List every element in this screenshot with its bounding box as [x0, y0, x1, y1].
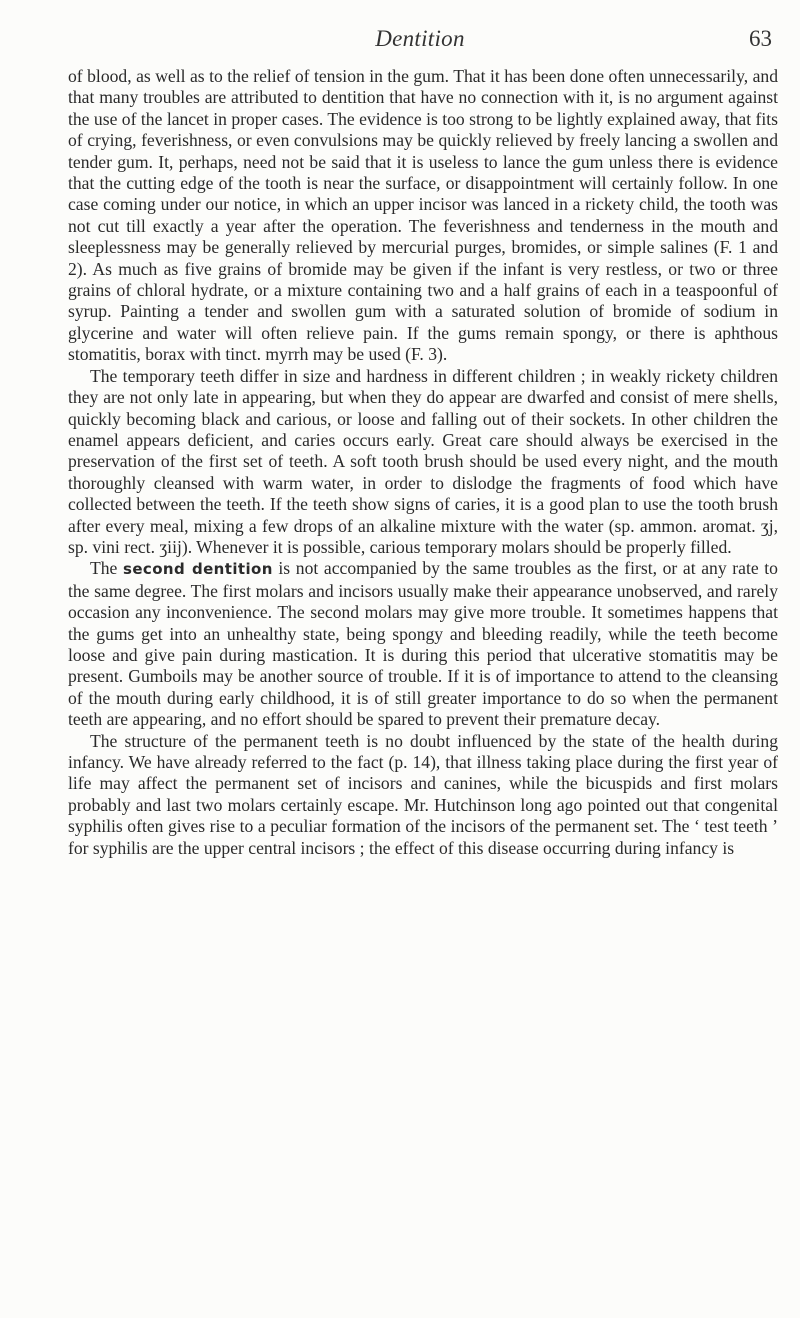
paragraph-1: of blood, as well as to the relief of tension in the gum. That it has been done often unnecessarily, and that many troubles are attributed to dentition that have no connection with it, is no argument against the use of the lancet in proper cases. The evidence is too strong to be lightly explained away, that fits of crying, feverishness, or even convulsions may be quickly relieved by freely lancing a swollen and tender gum. It, perhaps, need not be said that it is useless to lance the gum unless there is evidence that the cutting edge of the tooth is near the surface, or disappointment will certainly follow. In one case coming under our notice, in which an upper incisor was lanced in a rickety child, the tooth was not cut till exactly a year after the operation. The feverishness and tenderness in the mouth and sleeplessness may be generally relieved by mercurial purges, bromides, or simple salines (F. 1 and 2). As much as five grains of bromide may be given if the infant is very restless, or two or three grains of chloral hydrate, or a mixture containing two and a half grains of each in a teaspoonful of syrup. Painting a tender and swollen gum with a saturated solution of bromide of sodium in glycerine and water will often relieve pain. If the gums remain spongy, or there is aphthous stomatitis, borax with tinct. myrrh may be used (F. 3).: [68, 66, 778, 365]
paragraph-3-lead: The: [90, 558, 118, 579]
body-text: [68, 66, 778, 859]
running-title: Dentition: [375, 26, 465, 51]
running-head: [68, 26, 772, 66]
paragraph-4: The structure of the permanent teeth is no doubt influenced by the state of the health during infancy. We have already referred to the fact (p. 14), that illness taking place during the first year of life may affect the permanent set of incisors and canines, while the bicuspids and first molars probably and last two molars certainly escape. Mr. Hutchinson long ago pointed out that congenital syphilis often gives rise to a peculiar formation of the incisors of the permanent set. The ‘ test teeth ’ for syphilis are the upper central incisors ; the effect of this disease occurring during infancy is: [68, 730, 778, 858]
paragraph-3-rest: is not accompanied by the same troubles as the first, or at any rate to the same degree. The first molars and incisors usually make their appearance unobserved, and rarely occasion any inconvenience. The second molars may give more trouble. It sometimes happens that the gums get into an unhealthy state, being spongy and bleeding readily, while the teeth become loose and give pain during mastication. It is during this period that ulcerative stomatitis may be present. Gumboils may be another source of trouble. If it is of importance to attend to the cleansing of the mouth during early childhood, it is of still greater importance to do so when the permanent teeth are appearing, and no effort should be spared to prevent their premature decay.: [68, 558, 778, 730]
paragraph-3: [68, 558, 778, 730]
second-dentition-term: second dentition: [123, 560, 273, 579]
paragraph-2: The temporary teeth differ in size and hardness in different children ; in weakly rickety children they are not only late in appearing, but when they do appear are dwarfed and consist of mere shells, quickly becoming black and carious, or loose and falling out of their sockets. In other children the enamel appears deficient, and caries occurs early. Great care should always be exercised in the preservation of the first set of teeth. A soft tooth brush should be used every night, and the mouth thoroughly cleansed with warm water, in order to dislodge the fragments of food which have collected between the teeth. If the teeth show signs of caries, it is a good plan to use the tooth brush after every meal, mixing a few drops of an alkaline mixture with the water (sp. ammon. aromat. ʒj, sp. vini rect. ʒiij). Whenever it is possible, carious temporary molars should be properly filled.: [68, 365, 778, 557]
page-number: 63: [749, 26, 772, 51]
